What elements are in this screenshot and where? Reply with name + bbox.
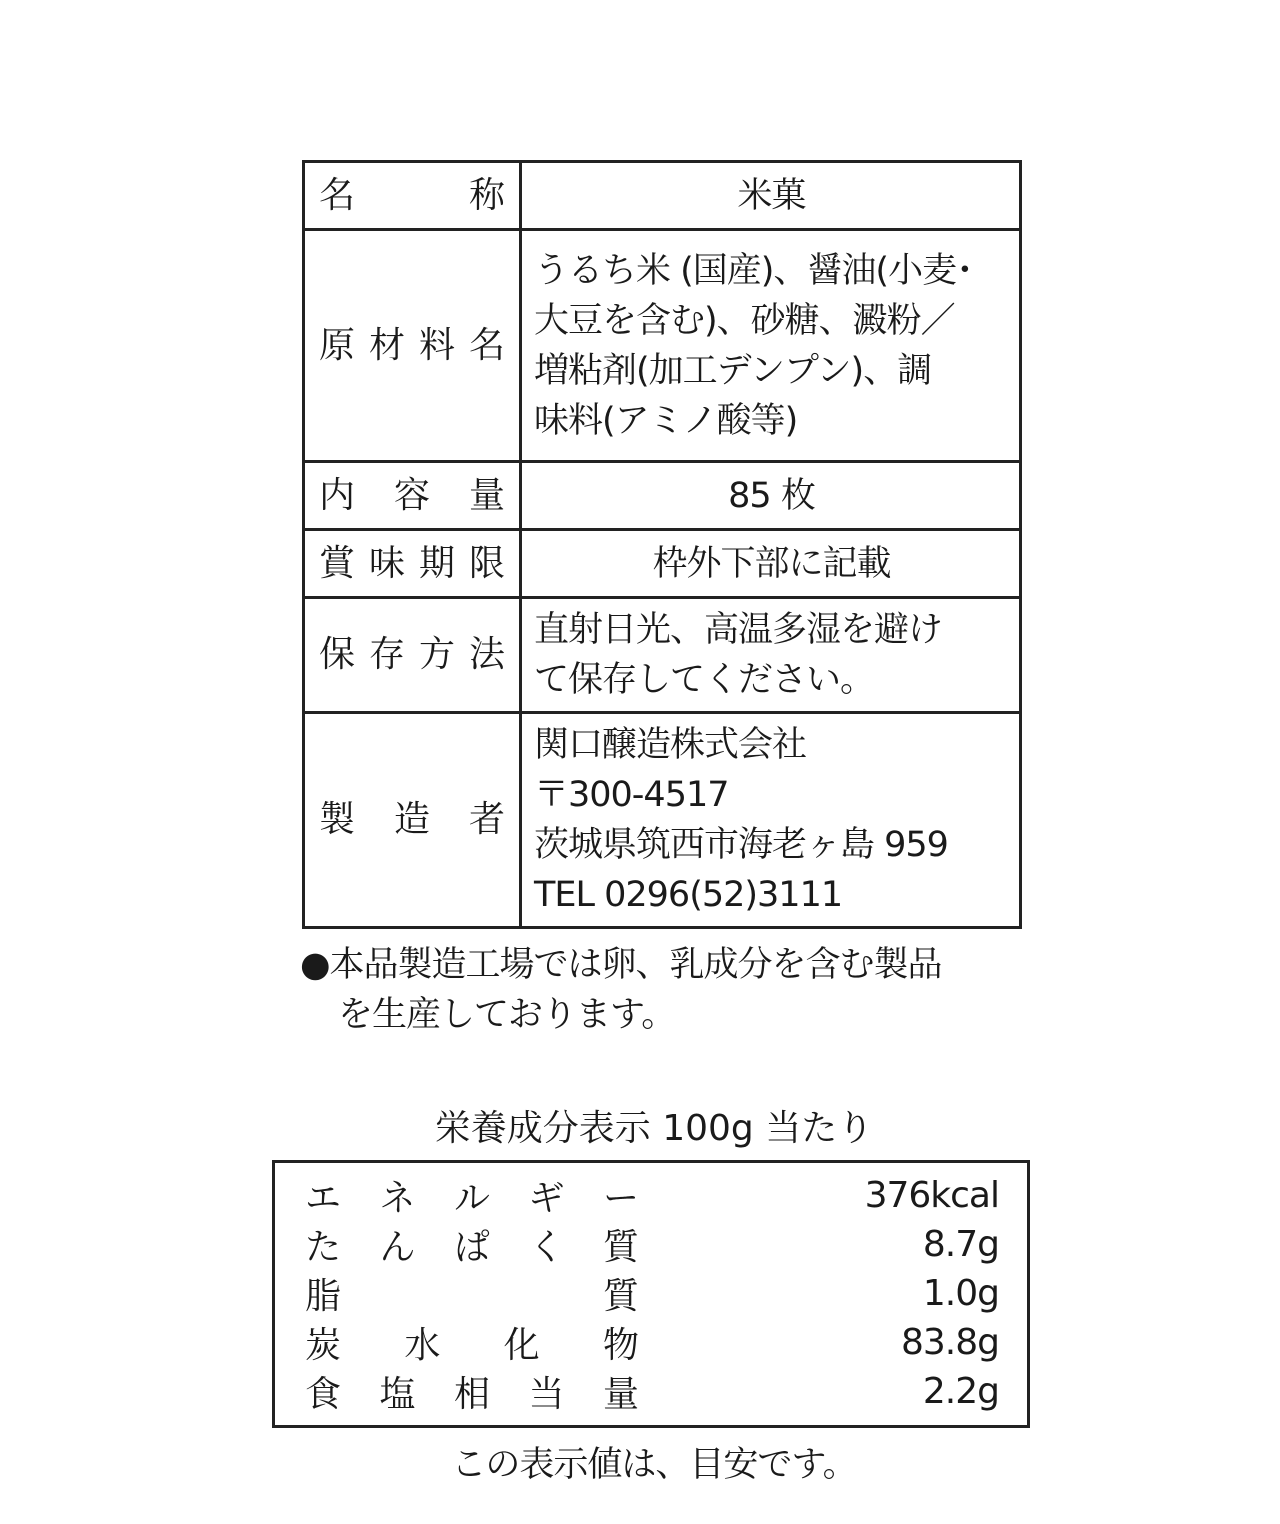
nutrition-name-char: ぱ (453, 1227, 490, 1268)
nutrition-name-char: ー (602, 1178, 639, 1219)
label-value-line: 味料(アミノ酸等) (534, 400, 798, 441)
nutrition-value: 376kcal (864, 1175, 999, 1216)
nutrition-row (305, 1220, 999, 1269)
label-value-line: 大豆を含む)、砂糖、澱粉／ (534, 300, 955, 341)
label-key-char: 料 (418, 324, 455, 366)
nutrition-value: 2.2g (922, 1371, 999, 1412)
label-value-line: 関口醸造株式会社 (534, 725, 807, 765)
label-key (305, 474, 519, 516)
nutrition-row (305, 1318, 999, 1367)
label-value (522, 599, 1019, 711)
nutrition-name (305, 1170, 639, 1221)
label-row (304, 598, 1021, 713)
label-key-char: 者 (468, 799, 505, 840)
nutrition-value: 8.7g (922, 1224, 999, 1265)
label-key (305, 324, 519, 366)
label-key-char: 期 (418, 542, 455, 584)
nutrition-name-char: エ (305, 1178, 342, 1219)
nutrition-name-char: ネ (379, 1178, 416, 1219)
label-key-char: 原 (319, 324, 356, 366)
label-key-cell (304, 462, 521, 530)
label-key-cell (304, 230, 521, 462)
allergen-note (300, 940, 1060, 1040)
nutrition-value: 83.8g (900, 1322, 999, 1363)
label-value (522, 165, 1019, 227)
nutrition-name-char: 当 (528, 1374, 565, 1415)
nutrition-name-char: 炭 (305, 1325, 342, 1366)
nutrition-name-char: 相 (453, 1374, 490, 1415)
label-value-line: 枠外下部に記載 (652, 543, 891, 584)
label-key-char: 限 (468, 542, 505, 584)
nutrition-name (305, 1268, 639, 1319)
nutrition-name (305, 1219, 639, 1270)
label-value-line: 85 枚 (728, 475, 815, 516)
nutrition-name (305, 1366, 639, 1417)
label-value-cell (521, 162, 1021, 230)
label-value-cell (521, 462, 1021, 530)
label-key (305, 174, 519, 216)
nutrition-row (305, 1269, 999, 1318)
label-key-char: 名 (468, 324, 505, 366)
label-key (305, 799, 519, 840)
nutrition-name-char: 脂 (305, 1276, 342, 1317)
label-value-line: 米菓 (737, 175, 806, 216)
nutrition-name-char: 量 (602, 1374, 639, 1415)
label-value-line: 〒300-4517 (534, 775, 729, 815)
nutrition-name (305, 1317, 639, 1368)
label-value (522, 240, 1019, 452)
nutrition-name-char: 物 (602, 1325, 639, 1366)
label-key-char: 名 (319, 174, 356, 216)
label-key-char: 製 (319, 799, 356, 840)
nutrition-name-char: 塩 (379, 1374, 416, 1415)
label-key-char: 賞 (319, 542, 356, 584)
label-value-line: TEL 0296(52)3111 (534, 875, 843, 915)
label-value-cell (521, 230, 1021, 462)
nutrition-name-char: 食 (305, 1374, 342, 1415)
label-value-line: 茨城県筑西市海老ヶ島 959 (534, 825, 948, 865)
label-key-cell (304, 713, 521, 928)
label-value (522, 714, 1019, 926)
nutrition-name-char: く (528, 1227, 565, 1268)
label-key-char: 材 (368, 324, 405, 366)
label-key-char: 量 (468, 474, 505, 516)
label-key-cell (304, 162, 521, 230)
label-value (522, 465, 1019, 527)
label-value-line: うるち米 (国産)、醤油(小麦･ (534, 250, 973, 291)
label-key-cell (304, 530, 521, 598)
label-key-cell (304, 598, 521, 713)
nutrition-name-char: 質 (602, 1276, 639, 1317)
nutrition-row (305, 1367, 999, 1416)
nutrition-name-char: ギ (528, 1178, 565, 1219)
label-key-char: 方 (418, 634, 455, 675)
label-key (305, 542, 519, 584)
nutrition-name-char: 化 (503, 1325, 540, 1366)
label-value-cell (521, 598, 1021, 713)
label-row (304, 230, 1021, 462)
nutrition-name-char: ル (453, 1178, 490, 1219)
label-row (304, 713, 1021, 928)
label-value-line: 増粘剤(加工デンプン)、調 (534, 350, 932, 391)
label-key-char: 造 (393, 799, 430, 840)
label-value-line: 直射日光、高温多湿を避け (534, 610, 943, 650)
label-key-char: 内 (319, 474, 356, 516)
nutrition-name-char: た (305, 1227, 342, 1268)
allergen-note-line-2: を生産しております。 (338, 995, 676, 1035)
label-row (304, 162, 1021, 230)
label-key-char: 容 (393, 474, 430, 516)
allergen-note-line-1: ●本品製造工場では卵、乳成分を含む製品 (300, 945, 942, 985)
label-key-char: 味 (368, 542, 405, 584)
product-label-table (302, 160, 1022, 929)
label-key-char: 法 (468, 634, 505, 675)
label-row (304, 462, 1021, 530)
nutrition-name-char: 水 (404, 1325, 441, 1366)
nutrition-name-char: ん (379, 1227, 416, 1268)
label-value (522, 533, 1019, 595)
label-value-cell (521, 713, 1021, 928)
nutrition-footnote: この表示値は、目安です。 (451, 1445, 857, 1485)
nutrition-row (305, 1171, 999, 1220)
label-value-cell (521, 530, 1021, 598)
nutrition-title: 栄養成分表示 100g 当たり (434, 1108, 874, 1149)
nutrition-table (272, 1160, 1030, 1428)
nutrition-value: 1.0g (922, 1273, 999, 1314)
nutrition-name-char: 質 (602, 1227, 639, 1268)
label-row (304, 530, 1021, 598)
label-key-char: 称 (468, 174, 505, 216)
label-key (305, 634, 519, 675)
label-value-line: て保存してください。 (534, 660, 875, 700)
label-key-char: 保 (319, 634, 356, 675)
label-key-char: 存 (368, 634, 405, 675)
